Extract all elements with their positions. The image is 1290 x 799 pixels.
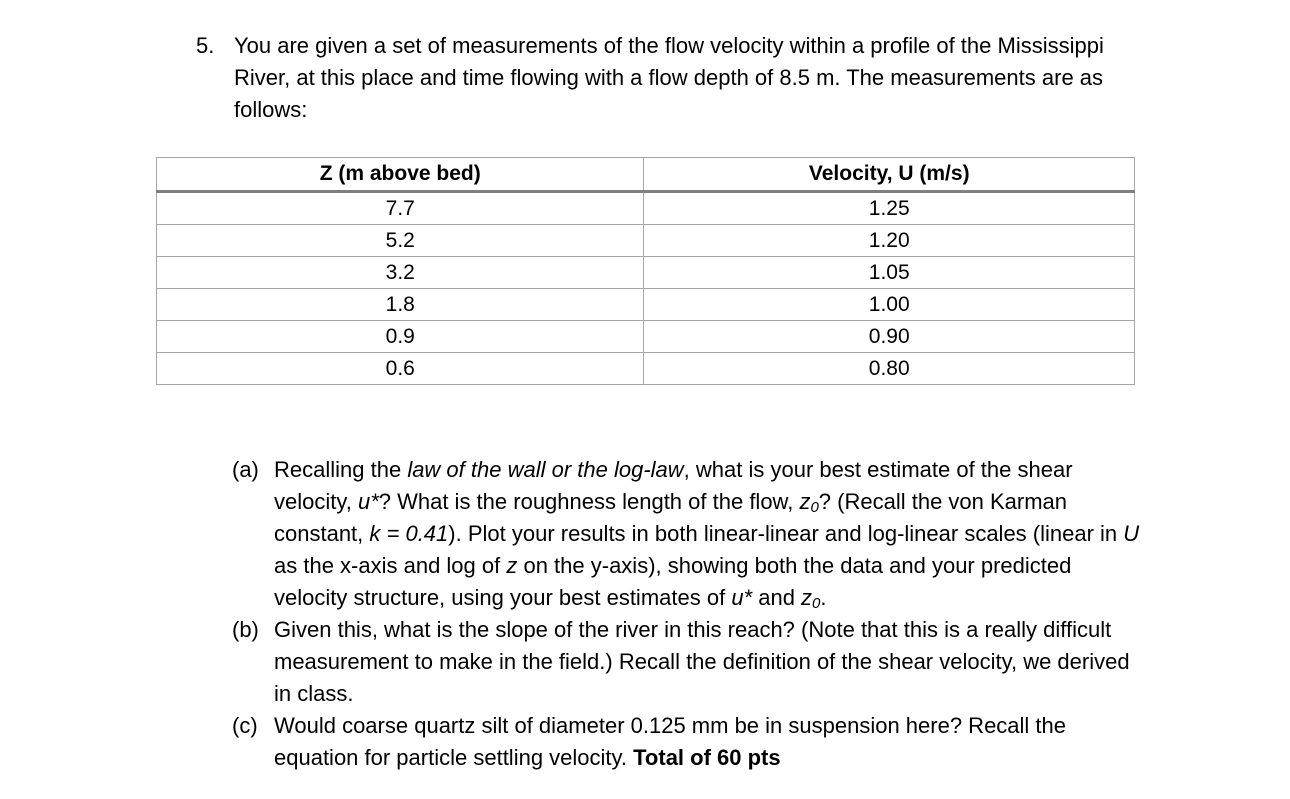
question-parts [232, 454, 1142, 774]
table-row [157, 321, 1135, 353]
symbol-z: z [506, 553, 518, 578]
subscript-zero: 0 [810, 499, 819, 516]
table-header-row [157, 158, 1135, 192]
cell-z: 3.2 [157, 257, 644, 289]
part-b [232, 614, 1142, 710]
cell-velocity: 1.05 [644, 257, 1135, 289]
measurements-table [156, 157, 1135, 385]
text-run: Recalling the [274, 457, 408, 482]
text-run: and [752, 585, 802, 610]
part-c [232, 710, 1142, 774]
cell-z: 0.6 [157, 353, 644, 385]
text-run: on the y-axis), showing both the data and your predicted velocity structure, using your best estimates of [274, 553, 1072, 610]
part-a-label: (a) [232, 457, 259, 482]
table-row [157, 257, 1135, 289]
subscript-zero: 0 [812, 595, 821, 612]
cell-z: 1.8 [157, 289, 644, 321]
cell-z: 0.9 [157, 321, 644, 353]
header-z: Z (m above bed) [157, 158, 644, 192]
table-row [157, 353, 1135, 385]
part-a-text [274, 457, 1139, 610]
table-row [157, 289, 1135, 321]
cell-velocity: 0.80 [644, 353, 1135, 385]
text-run-italic: law of the wall or the log-law [407, 457, 684, 482]
part-a [232, 454, 1142, 614]
symbol-z: z [799, 489, 811, 514]
text-run: . [820, 585, 827, 610]
cell-velocity: 1.25 [644, 192, 1135, 225]
text-run: ? (Recall the von Karman constant, [274, 489, 1068, 546]
text-run: Would coarse quartz silt of diameter 0.125 mm be in suspension here? Recall the equation for particle settling velocity. [274, 713, 1067, 770]
symbol-u-star: u* [731, 585, 753, 610]
text-run-italic: k = 0.41 [369, 521, 449, 546]
part-b-text: Given this, what is the slope of the river in this reach? (Note that this is a really difficult measurement to make in the field.) Recall the definition of the shear velocity, we derived in class. [274, 617, 1130, 706]
part-c-label: (c) [232, 713, 258, 738]
problem-5 [196, 30, 1196, 126]
total-points: Total of 60 pts [633, 745, 781, 770]
cell-z: 5.2 [157, 225, 644, 257]
symbol-z: z [801, 585, 813, 610]
text-run: ). Plot your results in both linear-linear and log-linear scales (linear in [448, 521, 1124, 546]
text-run: as the x-axis and log of [274, 553, 507, 578]
cell-velocity: 1.20 [644, 225, 1135, 257]
problem-number: 5. [196, 33, 215, 58]
cell-velocity: 0.90 [644, 321, 1135, 353]
part-b-label: (b) [232, 617, 259, 642]
table-row [157, 192, 1135, 225]
symbol-u-star: u* [357, 489, 379, 514]
cell-z: 7.7 [157, 192, 644, 225]
cell-velocity: 1.00 [644, 289, 1135, 321]
header-velocity: Velocity, U (m/s) [644, 158, 1135, 192]
table-row [157, 225, 1135, 257]
symbol-u: U [1123, 521, 1140, 546]
text-run: , what is your best estimate of the shear velocity, [274, 457, 1073, 514]
text-run: ? What is the roughness length of the flow, [378, 489, 800, 514]
part-c-text [274, 713, 1066, 770]
problem-statement: You are given a set of measurements of the flow velocity within a profile of the Mississippi River, at this place and time flowing with a flow depth of 8.5 m. The measurements are as follows: [234, 33, 1104, 122]
